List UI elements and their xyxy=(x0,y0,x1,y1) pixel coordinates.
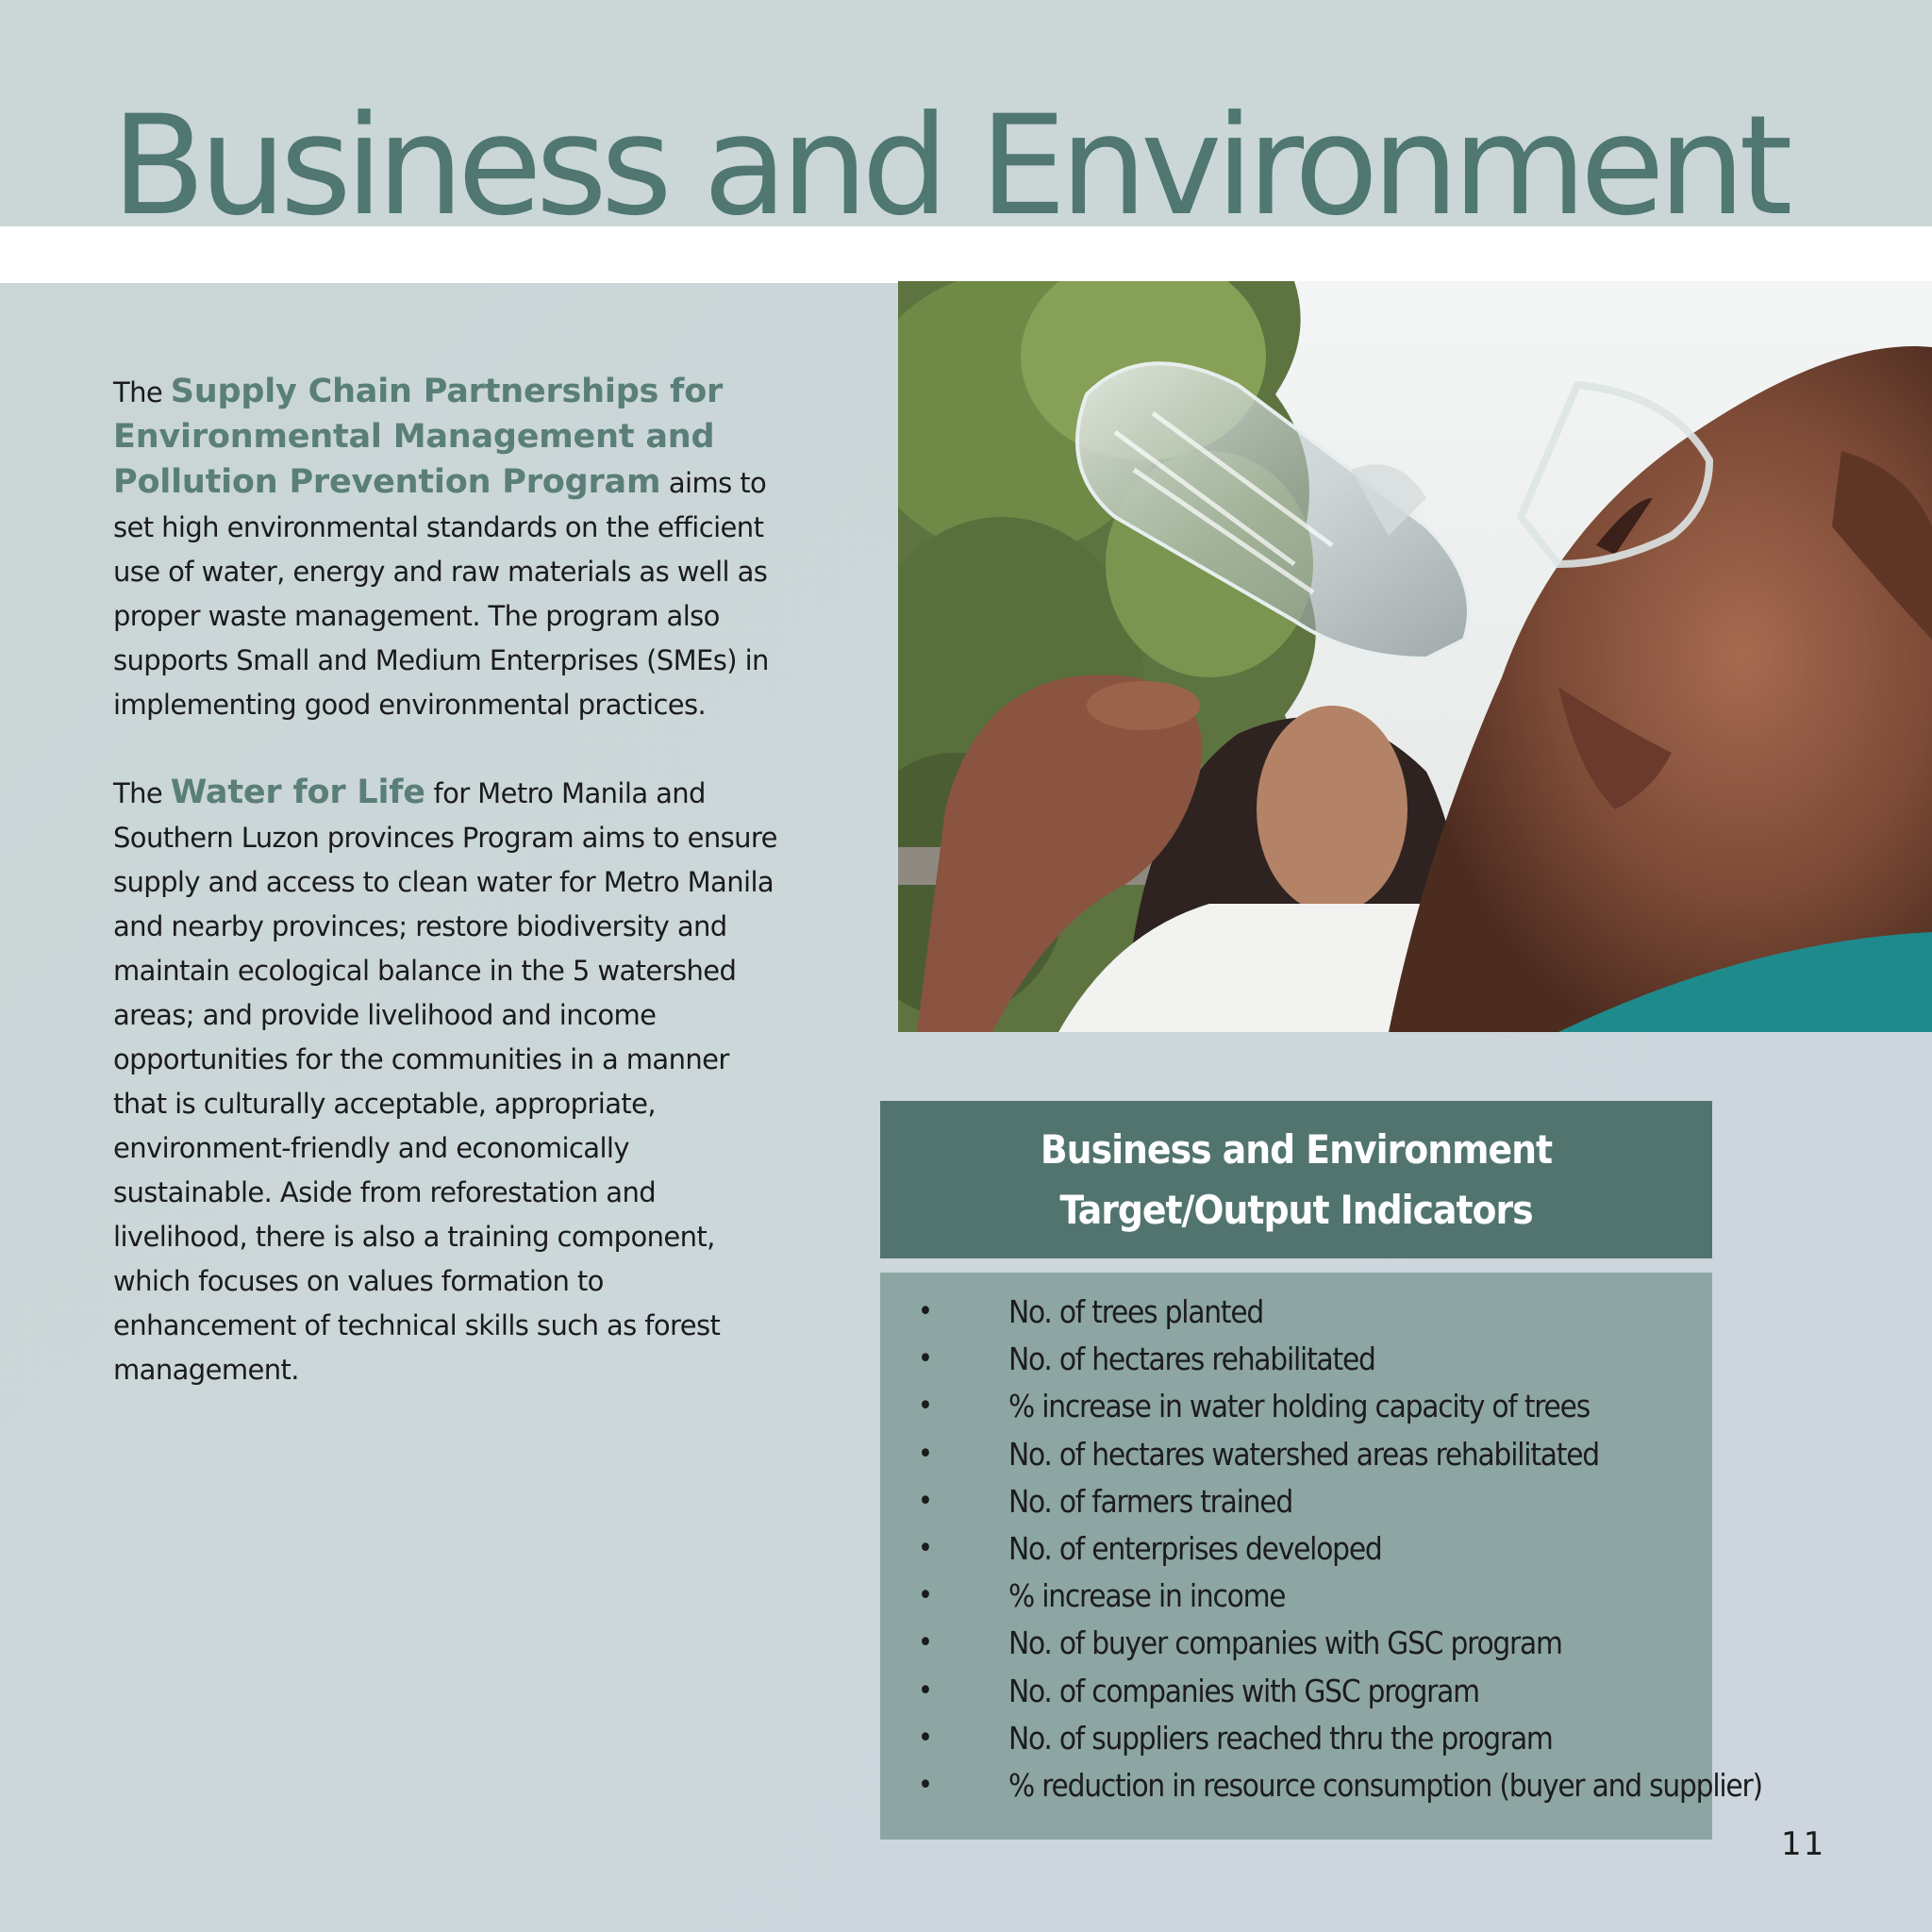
indicator-text: % increase in water holding capacity of trees xyxy=(1008,1388,1590,1425)
indicator-item xyxy=(918,1715,1701,1762)
indicators-box-header xyxy=(880,1101,1712,1258)
indicator-item xyxy=(918,1336,1701,1383)
bullet: • xyxy=(918,1532,932,1566)
indicator-text: No. of hectares watershed areas rehabilitated xyxy=(1008,1435,1599,1473)
indicator-text: No. of farmers trained xyxy=(1008,1482,1293,1520)
paragraph-text: aims to set high environmental standards on the efficient use of water, energy and raw materials as well as proper waste management. The program also supports Small and Medium Enterprises (SMEs) in implementing good environmental practices. xyxy=(113,467,769,721)
photo-child-drinking-water xyxy=(898,281,1932,1032)
indicator-item xyxy=(918,1762,1762,1809)
indicators-title-line-2: Target/Output Indicators xyxy=(1059,1186,1533,1233)
indicator-text: No. of buyer companies with GSC program xyxy=(1008,1624,1562,1662)
program-name-water-for-life: Water for Life xyxy=(170,774,425,811)
page-title: Business and Environment xyxy=(111,86,1787,246)
bullet: • xyxy=(918,1626,932,1660)
indicator-text: No. of companies with GSC program xyxy=(1008,1672,1479,1709)
bullet: • xyxy=(918,1390,932,1424)
indicator-text: % reduction in resource consumption (buyer and supplier) xyxy=(1008,1767,1762,1805)
indicator-text: No. of hectares rehabilitated xyxy=(1008,1341,1375,1378)
photo-illustration xyxy=(898,281,1932,1032)
bullet: • xyxy=(918,1295,932,1328)
indicator-item xyxy=(918,1431,1701,1478)
paragraph-water-for-life xyxy=(113,771,789,1392)
indicator-text: No. of enterprises developed xyxy=(1008,1530,1382,1568)
paragraph-lead: The xyxy=(113,376,171,408)
indicators-box-body xyxy=(880,1273,1762,1840)
indicator-item xyxy=(918,1525,1701,1573)
indicator-item xyxy=(918,1289,1701,1336)
bullet: • xyxy=(918,1769,932,1803)
bullet: • xyxy=(918,1437,932,1471)
bullet: • xyxy=(918,1674,932,1707)
paragraph-lead: The xyxy=(113,777,171,809)
indicator-text: No. of trees planted xyxy=(1008,1293,1264,1330)
paragraph-text: for Metro Manila and Southern Luzon provinces Program aims to ensure supply and access to clean water for Metro Manila and nearby provinces; restore biodiversity and maintain ecological balance in the 5 watershed areas; and provide livelihood and income opportunities for the communities in a manner that is culturally acceptable, appropriate, environment-friendly and economically sustainable. Aside from reforestation and livelihood, there is also a training component, which focuses on values formation to enhancement of technical skills such as forest management. xyxy=(113,777,777,1386)
indicator-item xyxy=(918,1573,1701,1620)
bullet: • xyxy=(918,1484,932,1518)
indicator-text: No. of suppliers reached thru the program xyxy=(1008,1719,1553,1757)
program-name-supply-chain: Supply Chain Partnerships for Environmental Management and Pollution Prevention Program xyxy=(113,373,724,501)
indicator-item xyxy=(918,1620,1701,1667)
indicators-title-line-1: Business and Environment xyxy=(1040,1125,1553,1173)
paragraph-supply-chain xyxy=(113,370,789,727)
indicator-item xyxy=(918,1383,1701,1430)
bullet: • xyxy=(918,1342,932,1376)
body-text xyxy=(113,370,789,1436)
bullet: • xyxy=(918,1579,932,1613)
indicator-text: % increase in income xyxy=(1008,1577,1286,1615)
page-number: 11 xyxy=(1781,1825,1826,1863)
bullet: • xyxy=(918,1721,932,1755)
indicator-item xyxy=(918,1478,1701,1525)
indicator-item xyxy=(918,1668,1701,1715)
indicators-list xyxy=(918,1289,1762,1809)
